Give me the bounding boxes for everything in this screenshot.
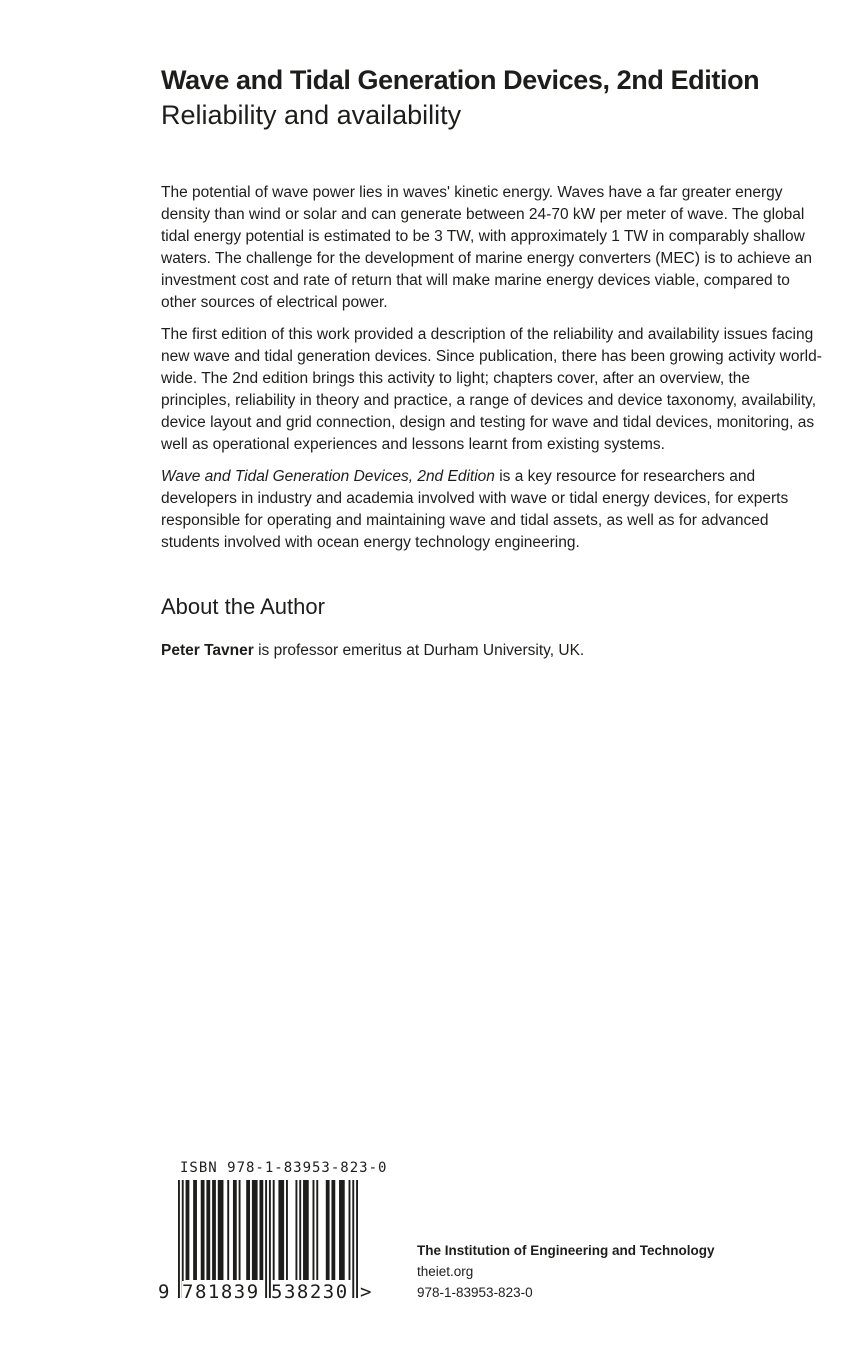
barcode-bar	[326, 1180, 330, 1280]
barcode-digits-left: 781839	[182, 1281, 260, 1303]
barcode-bar	[316, 1180, 318, 1280]
barcode-digit-lead: 9	[158, 1281, 170, 1303]
barcode-bar	[331, 1180, 335, 1280]
barcode-bar	[352, 1180, 354, 1298]
barcode-bar	[206, 1180, 210, 1280]
barcode-bar	[218, 1180, 224, 1280]
barcode-bar	[339, 1180, 345, 1280]
publisher-isbn: 978-1-83953-823-0	[417, 1285, 533, 1300]
blurb-paragraph-3-text: is a key resource for researchers and developers in industry and academia involved with wave or tidal energy devices, for experts responsible for operating and maintaining wave and tidal assets, as well as for advanced students involved with ocean energy technology engineering.	[161, 468, 789, 551]
barcode-bar	[233, 1180, 237, 1280]
about-author-heading: About the Author	[161, 594, 325, 619]
barcode-bar	[178, 1180, 180, 1298]
book-title-italic: Wave and Tidal Generation Devices, 2nd Edition	[161, 468, 495, 485]
book-title: Wave and Tidal Generation Devices, 2nd Edition	[161, 65, 760, 95]
blurb-paragraph-1: The potential of wave power lies in waves' kinetic energy. Waves have a far greater energy density than wind or solar and can generate between 24-70 kW per meter of wave. The global tidal energy potential is estimated to be 3 TW, with approximately 1 TW in comparably shallow waters. The challenge for the development of marine energy converters (MEC) is to achieve an investment cost and rate of return that will make marine energy devices viable, compared to other sources of electrical power.	[161, 184, 813, 311]
barcode-bar	[212, 1180, 216, 1280]
barcode-bar	[278, 1180, 284, 1280]
publisher-name: The Institution of Engineering and Technology	[417, 1243, 715, 1258]
barcode-bar	[356, 1180, 358, 1298]
barcode-bar	[295, 1180, 297, 1280]
barcode-bar	[239, 1180, 241, 1280]
barcode-bar	[186, 1180, 190, 1280]
barcode-bar	[246, 1180, 250, 1280]
back-cover-content	[161, 62, 823, 662]
barcode-digits-right: 538230	[271, 1281, 349, 1303]
book-subtitle: Reliability and availability	[161, 100, 462, 130]
author-bio	[161, 640, 823, 662]
barcode-bar	[227, 1180, 229, 1280]
barcode-bar	[313, 1180, 315, 1280]
barcode-arrow: >	[360, 1281, 372, 1303]
publisher-website: theiet.org	[417, 1264, 474, 1279]
author-name: Peter Tavner	[161, 642, 254, 659]
isbn-label: ISBN 978-1-83953-823-0	[180, 1160, 388, 1176]
barcode-bar	[273, 1180, 275, 1280]
barcode-bar	[286, 1180, 288, 1280]
publisher-block	[417, 1240, 715, 1303]
barcode-bar	[299, 1180, 301, 1280]
blurb-paragraph-2: The first edition of this work provided a description of the reliability and availability issues facing new wave and tidal generation devices. Since publication, there has been growing activity world-wide. The 2nd edition brings this activity to light; chapters cover, after an overview, the principles, reliability in theory and practice, a range of devices and device taxonomy, availability, device layout and grid connection, design and testing for wave and tidal devices, monitoring, as well as operational experiences and lessons learnt from existing systems.	[161, 326, 822, 453]
author-bio-text: is professor emeritus at Durham University, UK.	[253, 642, 585, 659]
barcode-bar	[201, 1180, 205, 1280]
barcode-bar	[193, 1180, 197, 1280]
barcode-bar	[252, 1180, 258, 1280]
barcode-bar	[349, 1180, 351, 1280]
barcode-bar	[303, 1180, 309, 1280]
barcode-bar	[259, 1180, 263, 1280]
barcode-bar	[265, 1180, 267, 1298]
blurb-paragraph-3	[161, 466, 823, 554]
